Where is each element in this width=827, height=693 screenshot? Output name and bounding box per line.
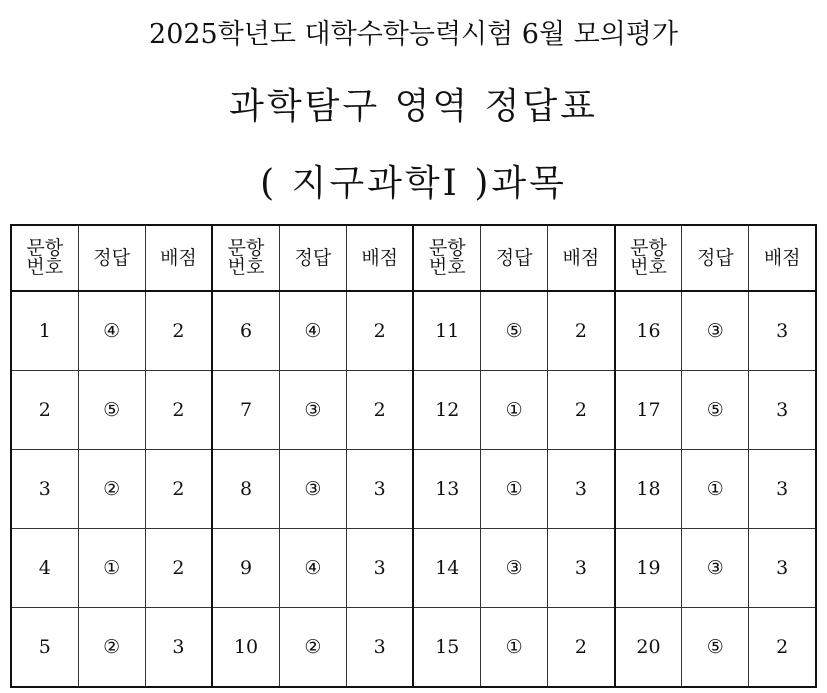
points-cell: 3 <box>346 608 413 688</box>
header-answer: 정답 <box>682 225 749 291</box>
points-cell: 3 <box>346 529 413 608</box>
question-number: 2 <box>11 371 78 450</box>
answer-cell: ① <box>481 608 548 688</box>
header-points: 배점 <box>346 225 413 291</box>
question-number: 18 <box>615 450 682 529</box>
question-number: 11 <box>413 291 480 371</box>
answer-cell: ④ <box>78 291 145 371</box>
question-number: 8 <box>212 450 279 529</box>
points-cell: 3 <box>749 529 816 608</box>
answer-key-title: 과학탐구 영역 정답표 <box>229 86 598 127</box>
subject-title: ( 지구과학Ⅰ )과목 <box>260 163 567 204</box>
answer-cell: ① <box>481 371 548 450</box>
header-answer: 정답 <box>78 225 145 291</box>
answer-cell: ③ <box>481 529 548 608</box>
header-answer: 정답 <box>279 225 346 291</box>
answer-cell: ③ <box>682 529 749 608</box>
header-row <box>11 225 816 291</box>
answer-cell: ① <box>682 450 749 529</box>
answer-cell: ⑤ <box>481 291 548 371</box>
points-cell: 2 <box>346 371 413 450</box>
table-row <box>11 450 816 529</box>
points-cell: 2 <box>548 291 615 371</box>
answer-cell: ⑤ <box>682 608 749 688</box>
table-row <box>11 608 816 688</box>
question-number: 16 <box>615 291 682 371</box>
question-number: 7 <box>212 371 279 450</box>
table-row <box>11 529 816 608</box>
points-cell: 2 <box>548 608 615 688</box>
points-cell: 2 <box>145 371 212 450</box>
header-points: 배점 <box>749 225 816 291</box>
question-number: 19 <box>615 529 682 608</box>
answer-cell: ① <box>481 450 548 529</box>
header-answer: 정답 <box>481 225 548 291</box>
answer-cell: ③ <box>279 371 346 450</box>
header-question-number: 문항 번호 <box>11 225 78 291</box>
points-cell: 3 <box>749 291 816 371</box>
exam-title: 2025학년도 대학수학능력시험 6월 모의평가 <box>149 19 678 50</box>
points-cell: 2 <box>145 450 212 529</box>
header-question-number: 문항 번호 <box>413 225 480 291</box>
points-cell: 2 <box>548 371 615 450</box>
question-number: 1 <box>11 291 78 371</box>
table-row <box>11 371 816 450</box>
answer-table <box>10 224 817 688</box>
points-cell: 3 <box>749 371 816 450</box>
question-number: 6 <box>212 291 279 371</box>
answer-cell: ⑤ <box>682 371 749 450</box>
header-points: 배점 <box>548 225 615 291</box>
answer-cell: ③ <box>682 291 749 371</box>
points-cell: 3 <box>145 608 212 688</box>
answer-cell: ④ <box>279 291 346 371</box>
question-number: 9 <box>212 529 279 608</box>
question-number: 12 <box>413 371 480 450</box>
points-cell: 2 <box>346 291 413 371</box>
question-number: 14 <box>413 529 480 608</box>
table-row <box>11 291 816 371</box>
points-cell: 3 <box>346 450 413 529</box>
answer-cell: ④ <box>279 529 346 608</box>
answer-cell: ② <box>78 450 145 529</box>
answer-cell: ③ <box>279 450 346 529</box>
points-cell: 2 <box>145 529 212 608</box>
answer-cell: ② <box>279 608 346 688</box>
header-question-number: 문항 번호 <box>212 225 279 291</box>
points-cell: 2 <box>145 291 212 371</box>
answer-cell: ② <box>78 608 145 688</box>
question-number: 17 <box>615 371 682 450</box>
points-cell: 3 <box>548 529 615 608</box>
header-points: 배점 <box>145 225 212 291</box>
points-cell: 3 <box>749 450 816 529</box>
answer-cell: ⑤ <box>78 371 145 450</box>
question-number: 3 <box>11 450 78 529</box>
points-cell: 2 <box>749 608 816 688</box>
points-cell: 3 <box>548 450 615 529</box>
question-number: 15 <box>413 608 480 688</box>
header-question-number: 문항 번호 <box>615 225 682 291</box>
question-number: 13 <box>413 450 480 529</box>
answer-cell: ① <box>78 529 145 608</box>
question-number: 10 <box>212 608 279 688</box>
question-number: 5 <box>11 608 78 688</box>
question-number: 20 <box>615 608 682 688</box>
question-number: 4 <box>11 529 78 608</box>
